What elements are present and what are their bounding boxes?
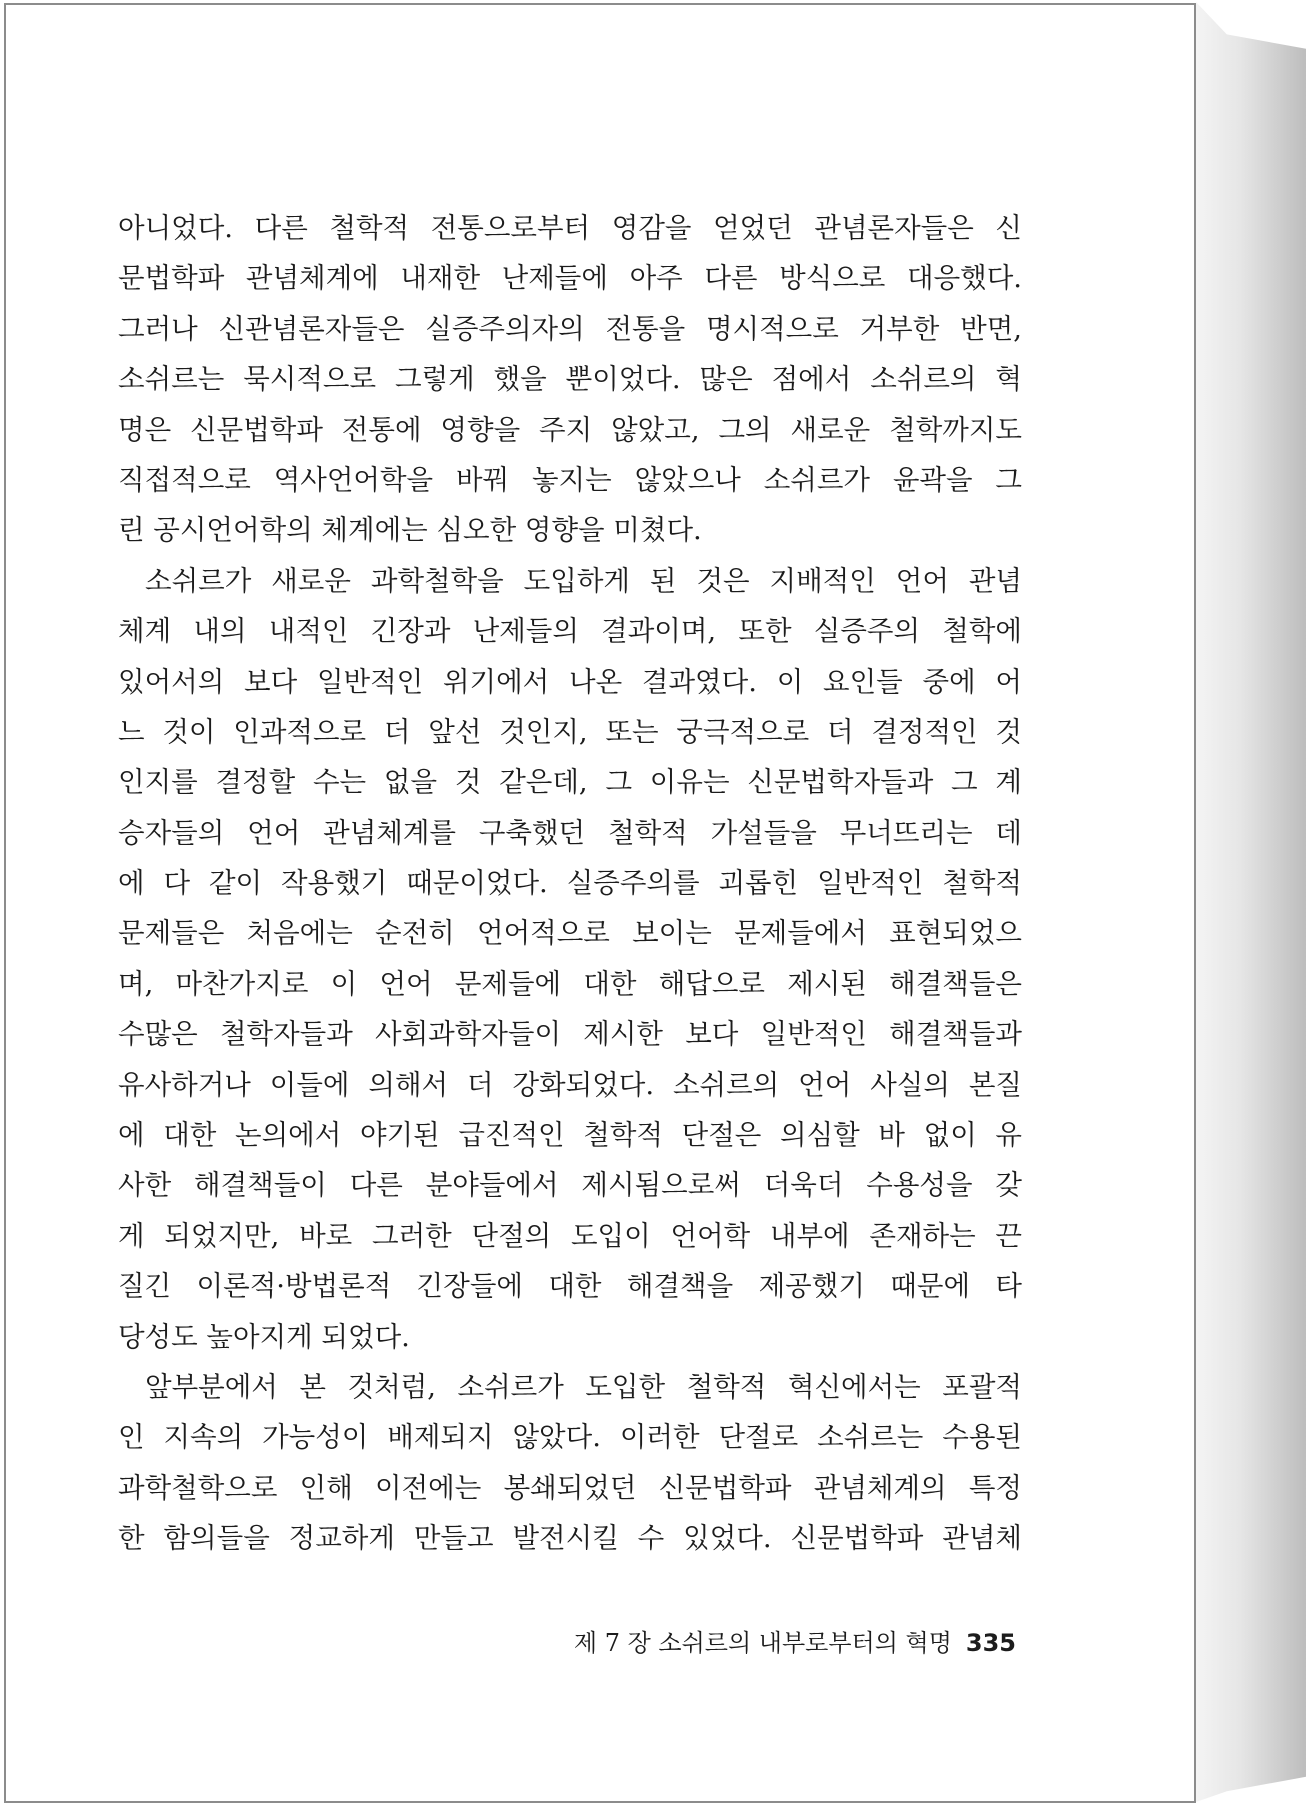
chapter-title: 제 7 장 소쉬르의 내부로부터의 혁명	[573, 1629, 952, 1657]
text-line: 인지를 결정할 수는 없을 것 같은데, 그 이유는 신문법학자들과 그 계	[118, 766, 1022, 799]
text-line: 문제들은 처음에는 순전히 언어적으로 보이는 문제들에서 표현되었으	[118, 917, 1022, 950]
running-footer	[574, 1623, 1016, 1658]
text-line: 그러나 신관념론자들은 실증주의자의 전통을 명시적으로 거부한 반면,	[118, 312, 1022, 345]
book-page-edge	[1196, 2, 1306, 1802]
text-line: 소쉬르가 새로운 과학철학을 도입하게 된 것은 지배적인 언어 관념	[145, 564, 1022, 597]
text-line: 에 대한 논의에서 야기된 급진적인 철학적 단절은 의심할 바 없이 유	[118, 1119, 1022, 1152]
text-line: 한 함의들을 정교하게 만들고 발전시킬 수 있었다. 신문법학파 관념체	[118, 1522, 1022, 1555]
text-line: 사한 해결책들이 다른 분야들에서 제시됨으로써 더욱더 수용성을 갖	[118, 1169, 1022, 1202]
text-line: 느 것이 인과적으로 더 앞선 것인지, 또는 궁극적으로 더 결정적인 것	[118, 715, 1022, 748]
text-line: 체계 내의 내적인 긴장과 난제들의 결과이며, 또한 실증주의 철학에	[118, 615, 1022, 648]
text-line: 린 공시언어학의 체계에는 심오한 영향을 미쳤다.	[118, 514, 702, 547]
text-line: 문법학파 관념체계에 내재한 난제들에 아주 다른 방식으로 대응했다.	[118, 262, 1022, 295]
book-page	[4, 3, 1196, 1803]
text-line: 있어서의 보다 일반적인 위기에서 나온 결과였다. 이 요인들 중에 어	[118, 665, 1022, 698]
text-line: 앞부분에서 본 것처럼, 소쉬르가 도입한 철학적 혁신에서는 포괄적	[145, 1370, 1022, 1403]
text-line: 직접적으로 역사언어학을 바꿔 놓지는 않았으나 소쉬르가 윤곽을 그	[118, 463, 1022, 496]
text-line: 당성도 높아지게 되었다.	[118, 1320, 410, 1353]
text-line: 소쉬르는 묵시적으로 그렇게 했을 뿐이었다. 많은 점에서 소쉬르의 혁	[118, 363, 1022, 396]
text-line: 승자들의 언어 관념체계를 구축했던 철학적 가설들을 무너뜨리는 데	[118, 816, 1022, 849]
text-line: 아니었다. 다른 철학적 전통으로부터 영감을 얻었던 관념론자들은 신	[118, 212, 1022, 244]
text-line: 인 지속의 가능성이 배제되지 않았다. 이러한 단절로 소쉬르는 수용된	[118, 1421, 1022, 1454]
text-line: 게 되었지만, 바로 그러한 단절의 도입이 언어학 내부에 존재하는 끈	[118, 1219, 1022, 1252]
text-line: 유사하거나 이들에 의해서 더 강화되었다. 소쉬르의 언어 사실의 본질	[118, 1068, 1022, 1101]
text-line: 과학철학으로 인해 이전에는 봉쇄되었던 신문법학파 관념체계의 특정	[118, 1471, 1022, 1504]
body-text	[118, 203, 1022, 1564]
text-line: 질긴 이론적·방법론적 긴장들에 대한 해결책을 제공했기 때문에 타	[118, 1270, 1022, 1303]
text-line: 명은 신문법학파 전통에 영향을 주지 않았고, 그의 새로운 철학까지도	[118, 413, 1022, 446]
text-line: 며, 마찬가지로 이 언어 문제들에 대한 해답으로 제시된 해결책들은	[118, 967, 1022, 1000]
page-number: 335	[965, 1629, 1016, 1657]
text-line: 수많은 철학자들과 사회과학자들이 제시한 보다 일반적인 해결책들과	[118, 1018, 1022, 1051]
text-line: 에 다 같이 작용했기 때문이었다. 실증주의를 괴롭힌 일반적인 철학적	[118, 867, 1022, 900]
